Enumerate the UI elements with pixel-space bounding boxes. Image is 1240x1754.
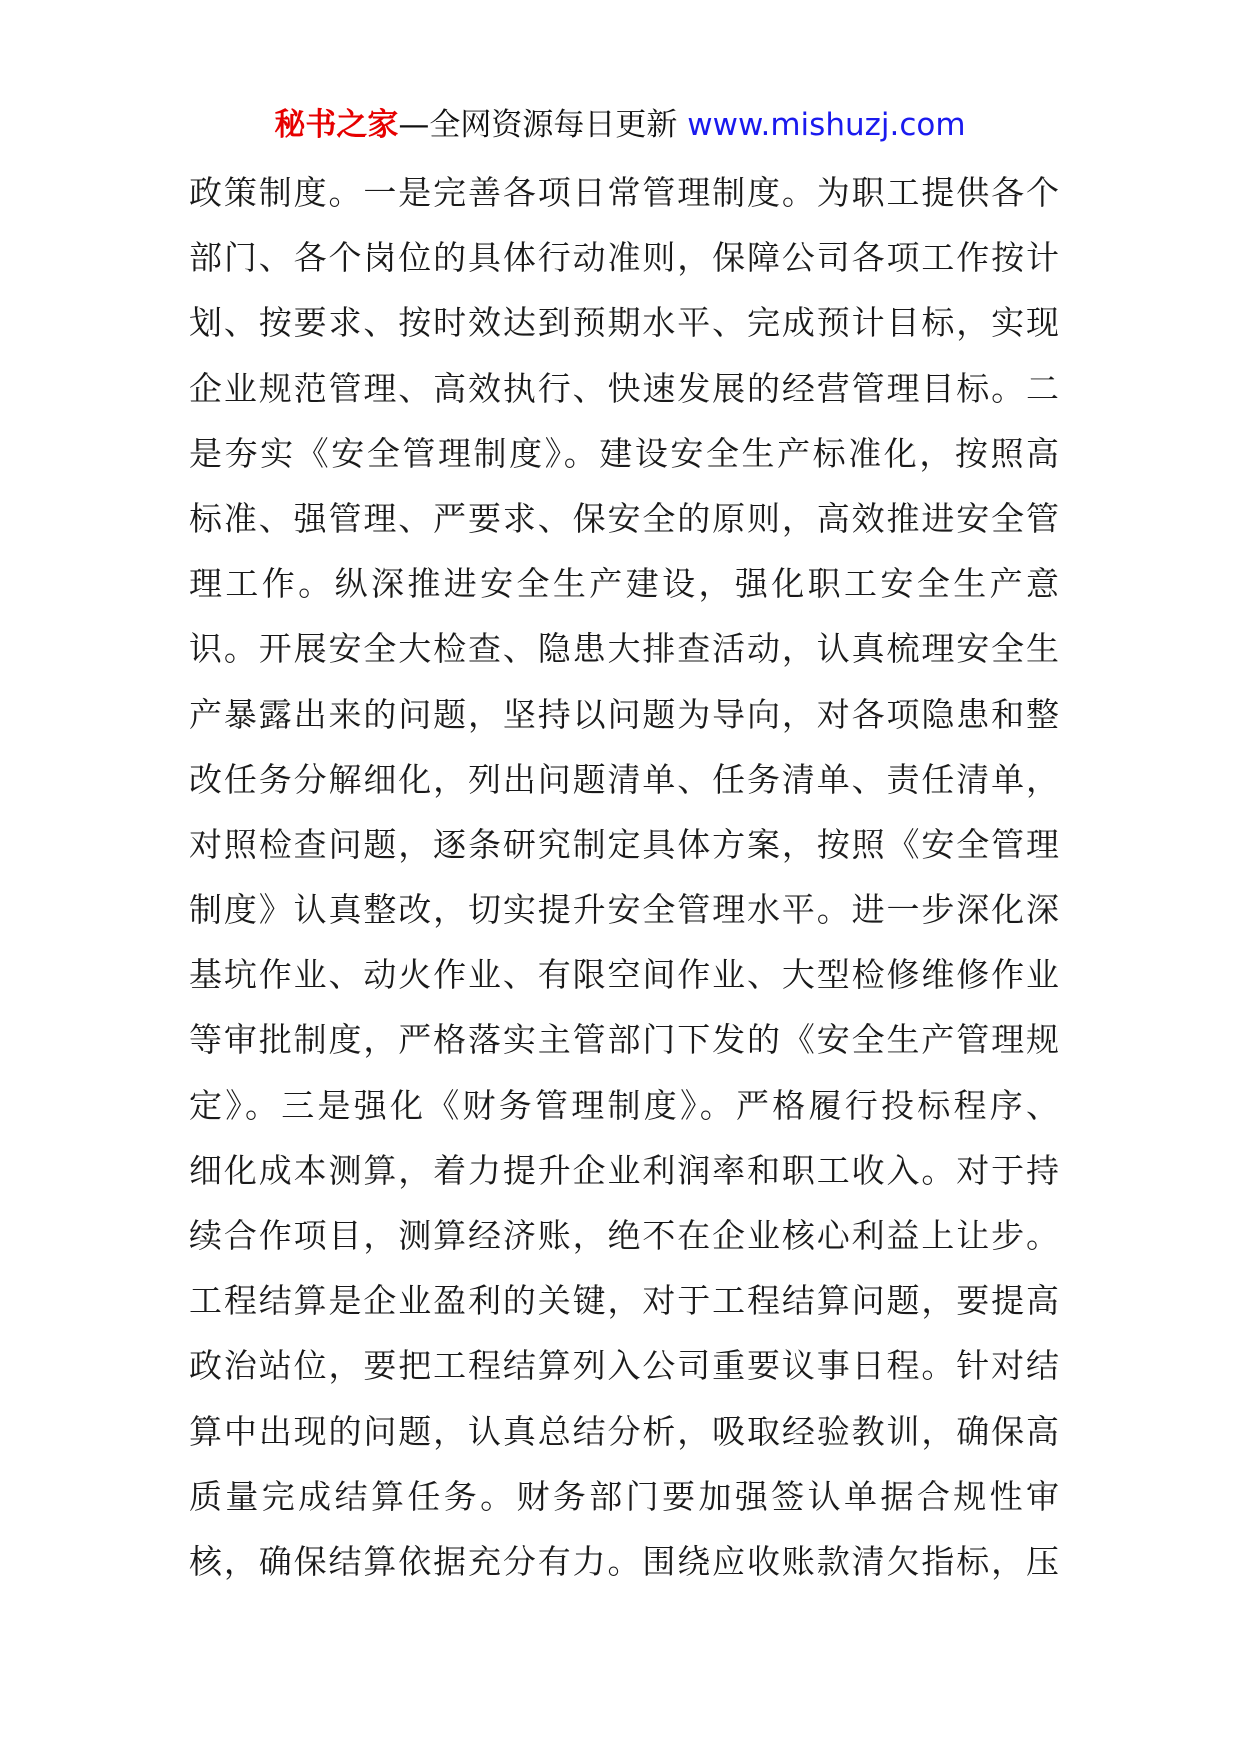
- text-line: 工程结算是企业盈利的关键，对于工程结算问题，要提高: [189, 1281, 1059, 1321]
- text-line: 细化成本测算，着力提升企业利润率和职工收入。对于持: [189, 1150, 1059, 1190]
- document-body: [189, 160, 1059, 1594]
- text-line: 等审批制度，严格落实主管部门下发的《安全生产管理规: [189, 1020, 1059, 1060]
- text-line: 划、按要求、按时效达到预期水平、完成预计目标，实现: [189, 303, 1059, 343]
- site-brand: 秘书之家: [274, 107, 399, 143]
- text-line: 算中出现的问题，认真总结分析，吸取经验教训，确保高: [189, 1411, 1059, 1451]
- text-line: 核，确保结算依据充分有力。围绕应收账款清欠指标，压: [189, 1541, 1059, 1581]
- text-line: 对照检查问题，逐条研究制定具体方案，按照《安全管理: [189, 824, 1059, 864]
- text-line: 是夯实《安全管理制度》。建设安全生产标准化，按照高: [189, 433, 1059, 473]
- text-line: 理工作。纵深推进安全生产建设，强化职工安全生产意: [189, 564, 1059, 604]
- page-header: [0, 100, 1240, 150]
- text-line: 基坑作业、动火作业、有限空间作业、大型检修维修作业: [189, 955, 1059, 995]
- text-line: 质量完成结算任务。财务部门要加强签认单据合规性审: [189, 1476, 1059, 1516]
- text-line: 定》。三是强化《财务管理制度》。严格履行投标程序、: [189, 1085, 1059, 1125]
- text-line: 产暴露出来的问题，坚持以问题为导向，对各项隐患和整: [189, 694, 1059, 734]
- text-line: 识。开展安全大检查、隐患大排查活动，认真梳理安全生: [189, 629, 1059, 669]
- text-line: 企业规范管理、高效执行、快速发展的经营管理目标。二: [189, 368, 1059, 408]
- text-line: 政治站位，要把工程结算列入公司重要议事日程。针对结: [189, 1346, 1059, 1386]
- text-line: 部门、各个岗位的具体行动准则，保障公司各项工作按计: [189, 238, 1059, 278]
- site-tagline: —全网资源每日更新: [398, 107, 688, 143]
- text-line: 续合作项目，测算经济账，绝不在企业核心利益上让步。: [189, 1216, 1059, 1255]
- text-line: 政策制度。一是完善各项日常管理制度。为职工提供各个: [189, 173, 1059, 212]
- text-line: 制度》认真整改，切实提升安全管理水平。进一步深化深: [189, 890, 1059, 930]
- text-line: 标准、强管理、严要求、保安全的原则，高效推进安全管: [189, 498, 1059, 538]
- site-url: www.mishuzj.com: [687, 107, 966, 143]
- text-line: 改任务分解细化，列出问题清单、任务清单、责任清单，: [189, 759, 1059, 799]
